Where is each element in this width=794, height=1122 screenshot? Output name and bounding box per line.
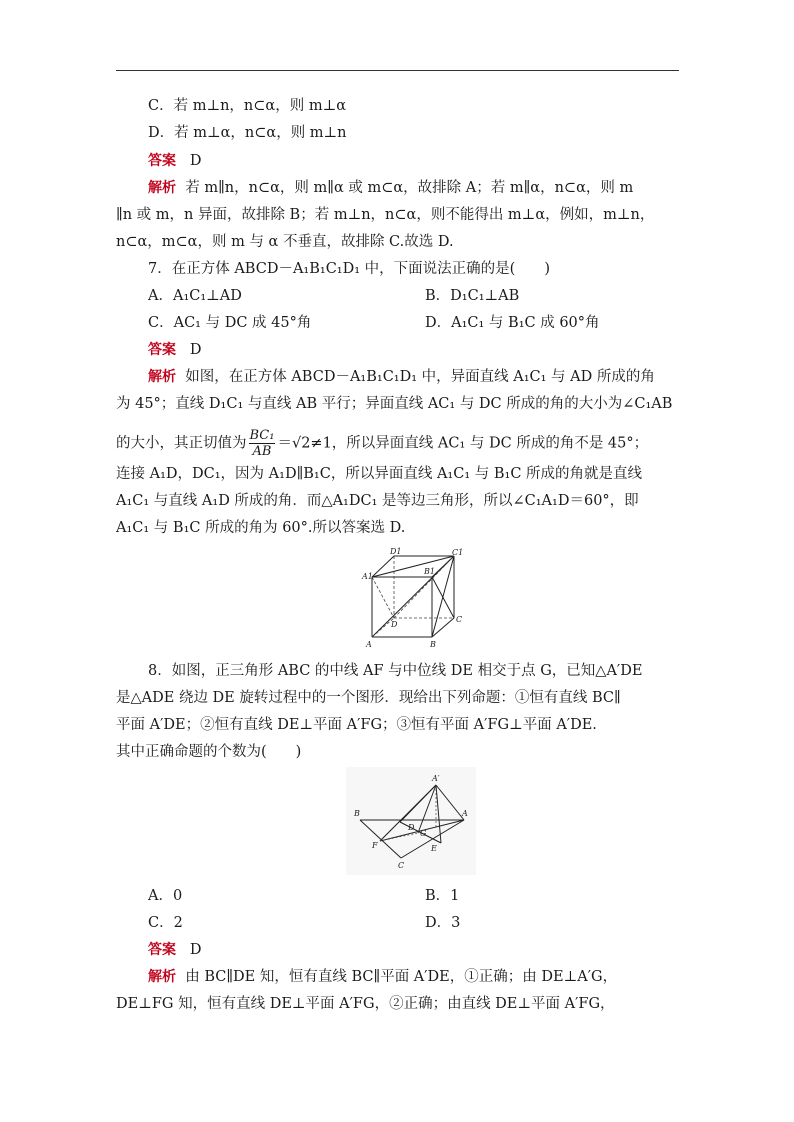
analysis-line-3: n⊂α，m⊂α，则 m 与 α 不垂直，故排除 C.故选 D.	[116, 234, 454, 250]
label-a: A	[366, 640, 372, 649]
answer-value: D	[189, 342, 202, 358]
answer-tag: 答案	[148, 942, 176, 958]
analysis-text: 由 BC∥DE 知，恒有直线 BC∥平面 A′DE，①正确；由 DE⊥A′G，	[185, 969, 618, 985]
label-b: B	[430, 640, 436, 649]
answer-line	[148, 151, 718, 171]
label-c: C	[398, 861, 405, 870]
question-7-stem: 7．在正方体 ABCD－A₁B₁C₁D₁ 中，下面说法正确的是( )	[148, 261, 550, 277]
answer-tag: 答案	[148, 342, 176, 358]
q7-analysis-line-5: A₁C₁ 与直线 A₁D 所成的角．而△A₁DC₁ 是等边三角形，所以∠C₁A₁D＝60°，即	[116, 493, 639, 509]
label-d: D	[391, 620, 398, 629]
cube-figure	[358, 546, 468, 650]
triangle-figure	[346, 767, 476, 875]
q8-option-a: A．0	[148, 888, 183, 904]
label-a1: A1	[362, 572, 373, 581]
fraction-numerator: BC₁	[249, 428, 275, 443]
label-a-prime: A′	[432, 774, 440, 783]
option-d-text: D．若 m⊥α，n⊂α，则 m⊥n	[148, 125, 347, 141]
q7-analysis-line-4: 连接 A₁D，DC₁，因为 A₁D∥B₁C，所以异面直线 A₁C₁ 与 B₁C 所成的角就是直线	[116, 466, 643, 482]
q7-answer-line	[148, 340, 718, 360]
label-c: C	[456, 615, 463, 624]
answer-value: D	[189, 942, 202, 958]
option-c-text: C．若 m⊥n，n⊂α，则 m⊥α	[148, 98, 346, 114]
label-b: B	[354, 809, 360, 818]
q8-option-d: D．3	[425, 915, 461, 931]
analysis-text: 如图，在正方体 ABCD－A₁B₁C₁D₁ 中，异面直线 A₁C₁ 与 AD 所成的角	[185, 369, 655, 385]
q7-analysis-line-1	[148, 367, 718, 387]
analysis-tag: 解析	[148, 180, 176, 196]
q7-analysis-line-3	[116, 428, 686, 459]
label-c1: C1	[452, 548, 464, 557]
label-b1: B1	[424, 567, 435, 576]
label-e: E	[431, 844, 437, 853]
q7-analysis-line-2: 为 45°；直线 D₁C₁ 与直线 AB 平行；异面直线 AC₁ 与 DC 所成的角的大小为∠C₁AB	[116, 396, 673, 412]
label-a: A	[462, 809, 468, 818]
q7-option-a: A．A₁C₁⊥AD	[148, 288, 242, 304]
analysis-line-2: ∥n 或 m，n 异面，故排除 B；若 m⊥n，n⊂α，则不能得出 m⊥α，例如，m⊥n，	[116, 207, 655, 223]
label-d1: D1	[390, 547, 402, 556]
fraction-denominator: AB	[252, 444, 272, 459]
analysis-text: 若 m∥n，n⊂α，则 m∥α 或 m⊂α，故排除 A；若 m∥α，n⊂α，则 m	[185, 180, 634, 196]
q8-option-b: B．1	[425, 888, 460, 904]
q7-option-b: B．D₁C₁⊥AB	[425, 288, 520, 304]
answer-value: D	[189, 153, 202, 169]
question-8-line-3: 平面 A′DE；②恒有直线 DE⊥平面 A′FG；③恒有平面 A′FG⊥平面 A′DE.	[116, 717, 597, 733]
label-d: D	[408, 823, 415, 832]
header-rule	[116, 70, 679, 71]
analysis-text: ＝√2≠1，所以异面直线 AC₁ 与 DC 所成的角不是 45°；	[277, 435, 649, 452]
analysis-tag: 解析	[148, 969, 176, 985]
analysis-line-1	[148, 178, 718, 198]
label-g: G	[420, 829, 427, 838]
q8-answer-line	[148, 940, 718, 960]
q7-option-d: D．A₁C₁ 与 B₁C 成 60°角	[425, 315, 600, 331]
q7-analysis-line-6: A₁C₁ 与 B₁C 所成的角为 60°.所以答案选 D.	[116, 520, 406, 536]
label-f: F	[372, 841, 378, 850]
q7-option-c: C．AC₁ 与 DC 成 45°角	[148, 315, 312, 331]
q8-analysis-line-1	[148, 967, 718, 987]
analysis-text: 的大小，其正切值为	[116, 435, 247, 452]
q8-option-c: C．2	[148, 915, 183, 931]
fraction	[249, 428, 276, 459]
question-8-line-4: 其中正确命题的个数为( )	[116, 744, 302, 760]
question-8-line-1: 8．如图，正三角形 ABC 的中线 AF 与中位线 DE 相交于点 G，已知△A′DE	[148, 663, 643, 679]
question-8-line-2: 是△ADE 绕边 DE 旋转过程中的一个图形．现给出下列命题：①恒有直线 BC∥	[116, 690, 621, 706]
answer-tag: 答案	[148, 153, 176, 169]
q8-analysis-line-2: DE⊥FG 知，恒有直线 DE⊥平面 A′FG，②正确；由直线 DE⊥平面 A′FG，	[116, 996, 615, 1012]
analysis-tag: 解析	[148, 369, 176, 385]
